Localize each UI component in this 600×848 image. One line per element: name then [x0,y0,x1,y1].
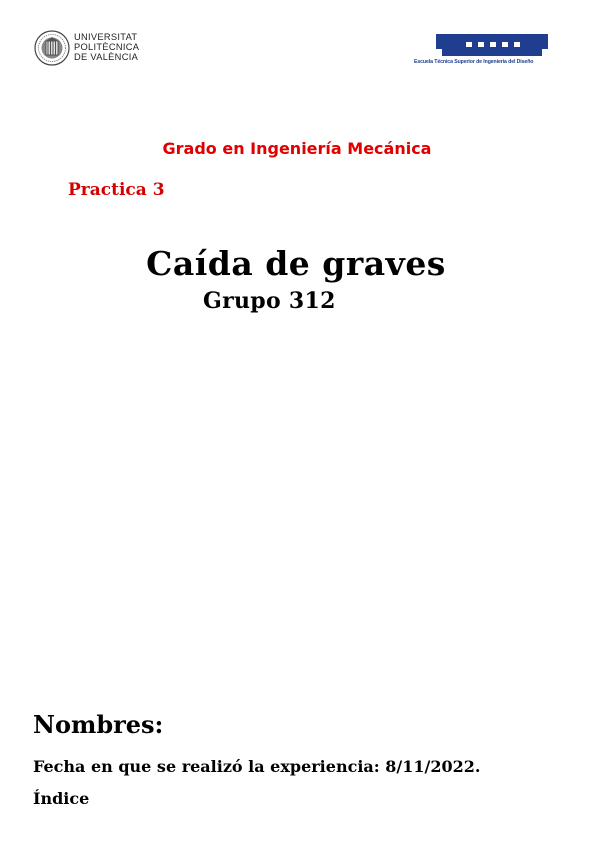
upv-logo-line: UNIVERSITAT [74,32,138,42]
experiment-date: Fecha en que se realizó la experiencia: 8/11/2022. [33,757,481,776]
index-heading: Índice [33,789,90,808]
etsid-caption: Escuela Técnica Superior de Ingeniería del Diseño [414,59,534,65]
etsid-logo [414,34,564,70]
practice-number: Practica 3 [68,180,165,200]
names-heading: Nombres: [33,710,164,739]
group-label: Grupo 312 [203,288,336,314]
building-icon [436,34,548,56]
upv-logo [34,30,164,70]
university-seal-icon [34,30,70,66]
page-title: Caída de graves [146,244,446,283]
upv-logo-line: DE VALÈNCIA [74,52,139,63]
upv-logo-text [74,32,139,63]
degree-title: Grado en Ingeniería Mecánica [162,139,432,158]
upv-logo-line: POLITÈCNICA [74,42,140,53]
